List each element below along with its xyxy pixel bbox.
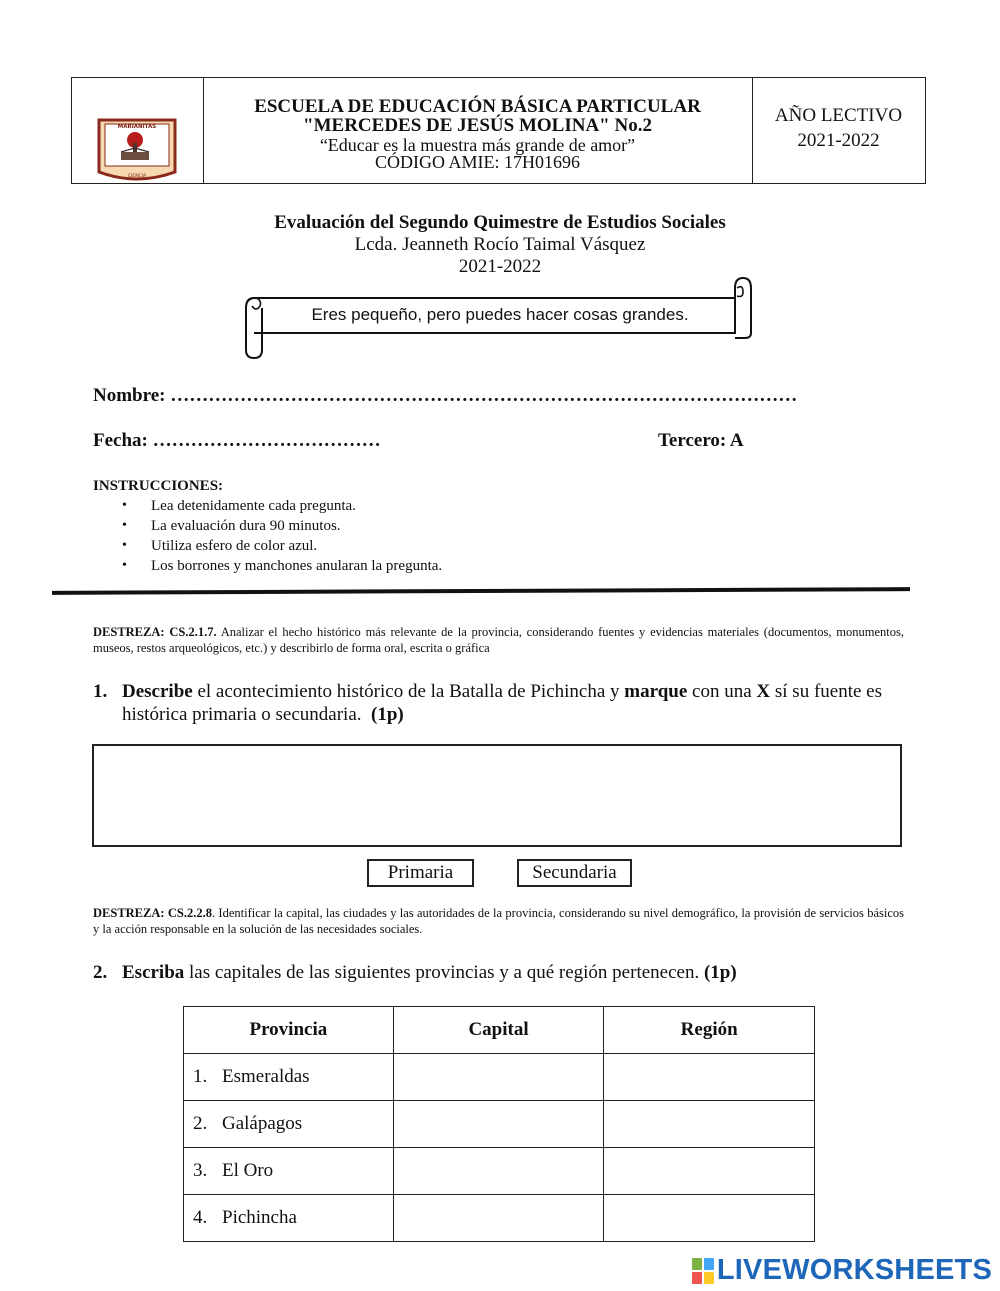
instruction-item: • Los borrones y manchones anularan la pregunta. (151, 556, 442, 576)
destreza-1-label: DESTREZA: CS.2.1.7. (93, 625, 217, 639)
instruction-item: • La evaluación dura 90 minutos. (151, 516, 442, 536)
teacher-name: Lcda. Jeanneth Rocío Taimal Vásquez (354, 234, 646, 255)
region-cell[interactable] (604, 1054, 815, 1101)
destreza-2 (93, 905, 904, 937)
capital-cell[interactable] (393, 1195, 604, 1242)
date-field[interactable]: Fecha: ……………………………… (93, 430, 381, 451)
region-cell[interactable] (604, 1148, 815, 1195)
destreza-2-text: . Identificar la capital, las ciudades y las autoridades de la provincia, considerando su nivel demográfico, la provisión de servicios básicos y la acción responsable en la solución de las necesidades sociales. (93, 906, 904, 936)
capital-cell[interactable] (393, 1054, 604, 1101)
region-cell[interactable] (604, 1195, 815, 1242)
evaluation-title: Evaluación del Segundo Quimestre de Estudios Sociales (274, 212, 726, 233)
row-number: 3. (193, 1160, 208, 1181)
table-row (184, 1195, 815, 1242)
amie-code: CÓDIGO AMIE: 17H01696 (375, 152, 580, 172)
province-cell (184, 1148, 394, 1195)
section-divider (52, 587, 910, 595)
province-name: Pichincha (222, 1207, 297, 1228)
school-info (203, 78, 753, 183)
instructions-heading: INSTRUCCIONES: (93, 478, 224, 494)
answer-box-q1[interactable] (92, 744, 902, 847)
school-slogan: “Educar es la muestra más grande de amor” (319, 135, 636, 155)
question-2 (93, 961, 913, 985)
option-secundaria[interactable]: Secundaria (517, 859, 632, 887)
region-cell[interactable] (604, 1101, 815, 1148)
logo-cell (72, 78, 204, 183)
year-label: AÑO LECTIVO (774, 105, 903, 126)
capital-cell[interactable] (393, 1101, 604, 1148)
question-1-text (122, 680, 912, 726)
province-name: El Oro (222, 1160, 274, 1181)
row-number: 1. (193, 1066, 208, 1087)
q1-text-part1: el acontecimiento histórico de la Batalla de Pichincha y (197, 681, 620, 702)
question-2-text (122, 961, 912, 984)
province-cell (184, 1195, 394, 1242)
header-region: Región (604, 1007, 815, 1054)
grade-label: Tercero: A (658, 430, 744, 451)
row-number: 4. (193, 1207, 208, 1228)
destreza-1-text: Analizar el hecho histórico más relevante de la provincia, considerando fuentes y evidencias materiales (documentos, monumentos, museos, restos arqueológicos, etc.) y describirlo de forma oral, escrita o gráfica (93, 625, 905, 655)
instruction-item: • Lea detenidamente cada pregunta. (151, 496, 442, 516)
q1-verb-describe: Describe (122, 681, 193, 702)
province-name: Galápagos (222, 1113, 303, 1134)
destreza-1 (93, 624, 904, 656)
q2-verb-escriba: Escriba (122, 962, 185, 983)
province-name: Esmeraldas (222, 1066, 310, 1087)
school-logo (97, 116, 177, 182)
school-header (71, 77, 926, 184)
school-year-cell (752, 78, 925, 183)
instructions-list (93, 496, 442, 576)
row-number: 2. (193, 1113, 208, 1134)
question-1 (93, 680, 913, 726)
province-cell (184, 1101, 394, 1148)
logo-text: MARIANITAS (117, 124, 157, 130)
q1-text-part2: con una (692, 681, 752, 702)
table-row (184, 1054, 815, 1101)
school-name: ESCUELA DE EDUCACIÓN BÁSICA PARTICULAR (254, 96, 701, 117)
liveworksheets-watermark (691, 1254, 992, 1287)
liveworksheets-logo-icon (691, 1257, 715, 1285)
q1-points: (1p) (371, 704, 404, 725)
svg-text:CIENCIA: CIENCIA (127, 174, 147, 179)
instruction-item: • Utiliza esfero de color azul. (151, 536, 442, 556)
table-row (184, 1148, 815, 1195)
q1-verb-marque: marque (624, 681, 688, 702)
year-value: 2021-2022 (797, 130, 880, 151)
question-2-number: 2. (93, 962, 108, 983)
header-capital: Capital (393, 1007, 604, 1054)
table-row (184, 1101, 815, 1148)
header-provincia: Provincia (184, 1007, 394, 1054)
q2-points: (1p) (703, 962, 737, 983)
q1-text-part3: sí su fuente es histórica primaria o secundaria. (122, 681, 882, 725)
provinces-table (183, 1006, 815, 1242)
question-1-number: 1. (93, 681, 108, 702)
province-cell (184, 1054, 394, 1101)
liveworksheets-text: LIVEWORKSHEETS (716, 1254, 992, 1286)
evaluation-year: 2021-2022 (458, 256, 542, 277)
option-primaria[interactable]: Primaria (367, 859, 474, 887)
school-subname: "MERCEDES DE JESÚS MOLINA" No.2 (303, 115, 652, 136)
q1-x-mark: X (756, 681, 771, 702)
capital-cell[interactable] (393, 1148, 604, 1195)
table-header-row (184, 1007, 815, 1054)
destreza-2-label: DESTREZA: CS.2.2.8 (93, 906, 212, 920)
motto-text: Eres pequeño, pero puedes hacer cosas grandes. (311, 305, 689, 324)
name-field[interactable]: Nombre: ……………………………………………………………………………………… (93, 385, 798, 406)
q2-text: las capitales de las siguientes provincias y a qué región pertenecen. (189, 962, 700, 983)
